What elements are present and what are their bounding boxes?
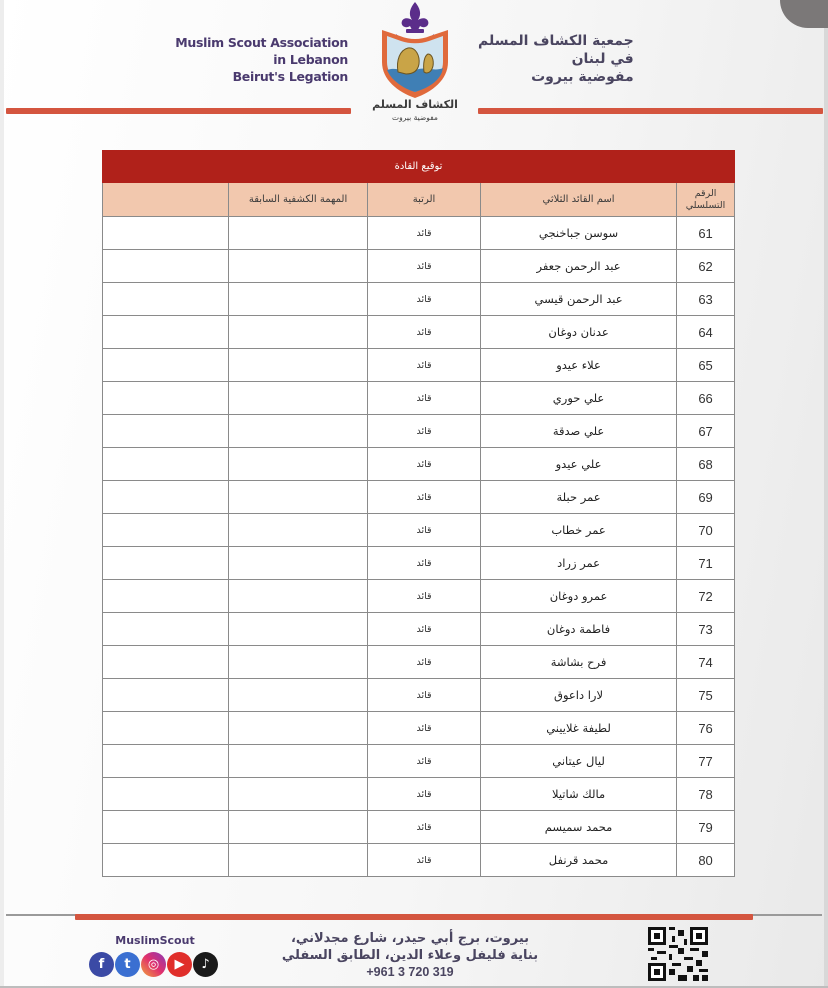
rank-cell: قائد [368, 448, 481, 481]
previous-role-cell[interactable] [229, 316, 368, 349]
serial-number-cell: 80 [677, 844, 735, 877]
rank-cell: قائد [368, 811, 481, 844]
leader-name-cell: عمر زراد [481, 547, 677, 580]
rank-cell: قائد [368, 778, 481, 811]
previous-role-cell[interactable] [229, 382, 368, 415]
table-row [103, 613, 735, 646]
signature-cell[interactable] [103, 283, 229, 316]
previous-role-cell[interactable] [229, 811, 368, 844]
header-arabic-line: في لبنان [571, 51, 634, 67]
table-title-row [103, 151, 735, 183]
previous-role-cell[interactable] [229, 580, 368, 613]
table-row [103, 811, 735, 844]
header-english-line: Muslim Scout Association [175, 35, 348, 50]
previous-role-cell[interactable] [229, 547, 368, 580]
signature-cell[interactable] [103, 382, 229, 415]
leader-name-cell: عمرو دوغان [481, 580, 677, 613]
table-header-row [103, 183, 735, 217]
address-line: بناية فليفل وعلاء الدين، الطابق السفلي [281, 948, 539, 963]
table-row [103, 349, 735, 382]
signature-cell[interactable] [103, 448, 229, 481]
leader-name-cell: عدنان دوغان [481, 316, 677, 349]
rank-cell: قائد [368, 646, 481, 679]
serial-number-cell: 64 [677, 316, 735, 349]
leader-name-cell: علي حوري [481, 382, 677, 415]
header-divider-right [478, 108, 823, 114]
rank-cell: قائد [368, 580, 481, 613]
previous-role-cell[interactable] [229, 712, 368, 745]
table-row [103, 712, 735, 745]
signature-cell[interactable] [103, 844, 229, 877]
table-row [103, 679, 735, 712]
leader-name-cell: لطيفة غلاييني [481, 712, 677, 745]
table-row [103, 382, 735, 415]
rank-cell: قائد [368, 844, 481, 877]
leader-name-cell: فاطمة دوغان [481, 613, 677, 646]
leader-name-cell: عبد الرحمن جعفر [481, 250, 677, 283]
signature-cell[interactable] [103, 217, 229, 250]
serial-number-cell: 75 [677, 679, 735, 712]
table-row [103, 547, 735, 580]
signature-cell[interactable] [103, 415, 229, 448]
previous-role-cell[interactable] [229, 679, 368, 712]
facebook-icon[interactable]: f [89, 952, 114, 977]
rank-cell: قائد [368, 547, 481, 580]
table-row [103, 283, 735, 316]
rank-cell: قائد [368, 481, 481, 514]
phone-number: +961 3 720 319 [366, 965, 454, 979]
serial-number-cell: 78 [677, 778, 735, 811]
table-row [103, 778, 735, 811]
logo-title: الكشاف المسلم [372, 98, 458, 111]
corner-overlay [780, 0, 828, 28]
page-left-edge [0, 0, 4, 988]
header-arabic-line: جمعية الكشاف المسلم [478, 33, 634, 49]
serial-number-cell: 61 [677, 217, 735, 250]
leaders-signature-table [102, 150, 735, 877]
rank-cell: قائد [368, 679, 481, 712]
table-row [103, 646, 735, 679]
rank-cell: قائد [368, 217, 481, 250]
table-row [103, 448, 735, 481]
leader-name-cell: محمد سميسم [481, 811, 677, 844]
leader-name-cell: لارا داعوق [481, 679, 677, 712]
serial-number-cell: 71 [677, 547, 735, 580]
qr-code-icon [648, 927, 708, 981]
header-arabic-line: مفوضية بيروت [531, 69, 634, 85]
table-row [103, 844, 735, 877]
rank-cell: قائد [368, 415, 481, 448]
serial-number-cell: 65 [677, 349, 735, 382]
leader-name-cell: ليال عيتاني [481, 745, 677, 778]
previous-role-cell[interactable] [229, 448, 368, 481]
leader-name-cell: مالك شاتيلا [481, 778, 677, 811]
serial-number-cell: 70 [677, 514, 735, 547]
previous-role-cell[interactable] [229, 415, 368, 448]
signature-cell[interactable] [103, 811, 229, 844]
rank-cell: قائد [368, 283, 481, 316]
table-row [103, 481, 735, 514]
signature-cell[interactable] [103, 778, 229, 811]
column-header-leader-name: اسم القائد الثلاثي [481, 183, 677, 217]
signature-cell[interactable] [103, 547, 229, 580]
rank-cell: قائد [368, 250, 481, 283]
previous-role-cell[interactable] [229, 844, 368, 877]
table-row [103, 745, 735, 778]
signature-cell[interactable] [103, 646, 229, 679]
table-row [103, 316, 735, 349]
serial-number-cell: 67 [677, 415, 735, 448]
column-header-signature [103, 183, 229, 217]
serial-number-cell: 66 [677, 382, 735, 415]
signature-cell[interactable] [103, 679, 229, 712]
address-line: بيروت، برج أبي حيدر، شارع مجدلاني، [290, 931, 530, 946]
leader-name-cell: عمر خطاب [481, 514, 677, 547]
previous-role-cell[interactable] [229, 646, 368, 679]
serial-number-cell: 77 [677, 745, 735, 778]
leader-name-cell: علي عيدو [481, 448, 677, 481]
header-english-line: Beirut's Legation [232, 69, 348, 84]
column-header-serial-number: الرقم التسلسلي [677, 183, 735, 217]
table-row [103, 217, 735, 250]
serial-number-cell: 76 [677, 712, 735, 745]
signature-cell[interactable] [103, 580, 229, 613]
previous-role-cell[interactable] [229, 217, 368, 250]
rank-cell: قائد [368, 613, 481, 646]
signature-cell[interactable] [103, 712, 229, 745]
header-divider-left [6, 108, 351, 114]
signature-cell[interactable] [103, 613, 229, 646]
previous-role-cell[interactable] [229, 778, 368, 811]
serial-number-cell: 69 [677, 481, 735, 514]
leader-name-cell: محمد قرنفل [481, 844, 677, 877]
leader-name-cell: علي صدقة [481, 415, 677, 448]
social-icons [89, 952, 218, 977]
serial-number-cell: 63 [677, 283, 735, 316]
leader-name-cell: عبد الرحمن قيسي [481, 283, 677, 316]
serial-number-cell: 79 [677, 811, 735, 844]
previous-role-cell[interactable] [229, 283, 368, 316]
leader-name-cell: علاء عيدو [481, 349, 677, 382]
serial-number-cell: 74 [677, 646, 735, 679]
leader-name-cell: فرح بشاشة [481, 646, 677, 679]
rank-cell: قائد [368, 712, 481, 745]
rank-cell: قائد [368, 745, 481, 778]
logo-subtitle: مفوضية بيروت [392, 113, 438, 122]
serial-number-cell: 72 [677, 580, 735, 613]
column-header-rank: الرتبة [368, 183, 481, 217]
previous-role-cell[interactable] [229, 349, 368, 382]
rank-cell: قائد [368, 316, 481, 349]
tiktok-icon[interactable]: ♪ [193, 952, 218, 977]
serial-number-cell: 73 [677, 613, 735, 646]
header-arabic-name [478, 32, 634, 86]
table-row [103, 514, 735, 547]
header-english-line: in Lebanon [273, 52, 348, 67]
previous-role-cell[interactable] [229, 613, 368, 646]
column-header-previous-role: المهمة الكشفية السابقة [229, 183, 368, 217]
leader-name-cell: عمر حبلة [481, 481, 677, 514]
youtube-icon[interactable]: ▶ [167, 952, 192, 977]
previous-role-cell[interactable] [229, 514, 368, 547]
previous-role-cell[interactable] [229, 745, 368, 778]
table-title: توقيع القادة [103, 151, 735, 183]
serial-number-cell: 68 [677, 448, 735, 481]
previous-role-cell[interactable] [229, 481, 368, 514]
footer-divider-red [75, 914, 753, 920]
signature-cell[interactable] [103, 250, 229, 283]
footer-address [260, 930, 560, 981]
instagram-icon[interactable]: ◎ [141, 952, 166, 977]
table-row [103, 580, 735, 613]
header-english-name [175, 34, 348, 85]
signature-cell[interactable] [103, 316, 229, 349]
rank-cell: قائد [368, 514, 481, 547]
page-right-edge [824, 28, 828, 988]
signature-cell[interactable] [103, 514, 229, 547]
rank-cell: قائد [368, 382, 481, 415]
previous-role-cell[interactable] [229, 250, 368, 283]
table-row [103, 415, 735, 448]
signature-cell[interactable] [103, 349, 229, 382]
leader-name-cell: سوسن جباخنجي [481, 217, 677, 250]
signature-cell[interactable] [103, 745, 229, 778]
twitter-icon[interactable]: t [115, 952, 140, 977]
serial-number-cell: 62 [677, 250, 735, 283]
table-row [103, 250, 735, 283]
footer-brand-handle: MuslimScout [115, 934, 195, 947]
rank-cell: قائد [368, 349, 481, 382]
signature-cell[interactable] [103, 481, 229, 514]
